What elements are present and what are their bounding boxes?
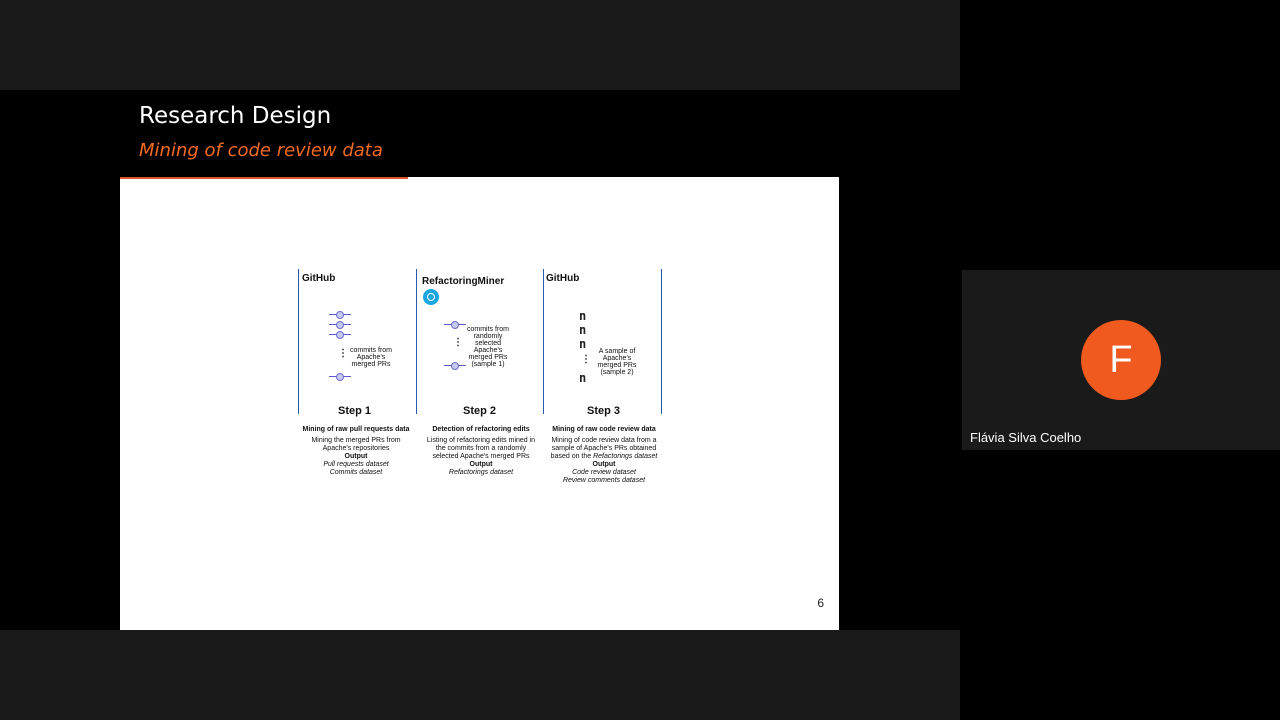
step2-description: Detection of refactoring edits Listing of refactoring edits mined in the commits from a randomly selected Apache's merged PRs Output Refactorings dataset bbox=[426, 426, 536, 476]
commit-icon bbox=[444, 324, 466, 325]
step1-description: Mining of raw pull requests data Mining the merged PRs from Apache's repositories Output Pull requests dataset Commits dataset bbox=[302, 426, 410, 476]
refactoringminer-icon bbox=[423, 289, 439, 305]
commit-icon bbox=[329, 324, 351, 325]
participant-avatar: F bbox=[1081, 320, 1161, 400]
step1-caption: commits from Apache's merged PRs bbox=[350, 347, 392, 368]
commit-icon bbox=[329, 334, 351, 335]
commit-icon bbox=[329, 314, 351, 315]
slide-body bbox=[120, 177, 839, 630]
step3-description: Mining of raw code review data Mining of code review data from a sample of Apache's PRs obtained based on the Refactorings dataset Output Code review dataset Review comments dataset bbox=[550, 426, 658, 484]
ellipsis-icon: ⋮ bbox=[338, 348, 348, 359]
pull-request-icon: n bbox=[579, 371, 587, 385]
column-divider bbox=[298, 269, 299, 414]
slide-right-margin bbox=[839, 177, 960, 630]
pull-request-icon: n bbox=[579, 323, 587, 337]
step2-label: Step 2 bbox=[463, 405, 497, 417]
column-divider bbox=[416, 269, 417, 414]
ellipsis-icon: ⋮ bbox=[453, 337, 463, 348]
step1-source-github: GitHub bbox=[302, 273, 336, 284]
slide-subtitle: Mining of code review data bbox=[139, 140, 383, 161]
pull-request-icon: n bbox=[579, 337, 587, 351]
step2-caption: commits from randomly selected Apache's merged PRs (sample 1) bbox=[467, 326, 509, 368]
slide-page-number: 6 bbox=[817, 596, 824, 610]
participant-video-tile[interactable] bbox=[962, 270, 1280, 450]
step1-label: Step 1 bbox=[338, 405, 372, 417]
pull-request-icon: n bbox=[579, 309, 587, 323]
slide-progress-bar bbox=[120, 177, 408, 179]
participant-name: Flávia Silva Coelho bbox=[970, 430, 1082, 445]
slide-left-margin bbox=[0, 177, 120, 630]
step3-label: Step 3 bbox=[587, 405, 621, 417]
slide-title: Research Design bbox=[139, 103, 332, 129]
column-divider bbox=[543, 269, 544, 414]
column-divider bbox=[661, 269, 662, 414]
step2-source-refactoringminer: RefactoringMiner bbox=[422, 276, 505, 287]
research-design-figure bbox=[298, 269, 664, 499]
ellipsis-icon: ⋮ bbox=[581, 354, 591, 365]
step3-source-github: GitHub bbox=[546, 273, 580, 284]
step3-caption: A sample of Apache's merged PRs (sample 2) bbox=[597, 348, 637, 376]
commit-icon bbox=[329, 376, 351, 377]
